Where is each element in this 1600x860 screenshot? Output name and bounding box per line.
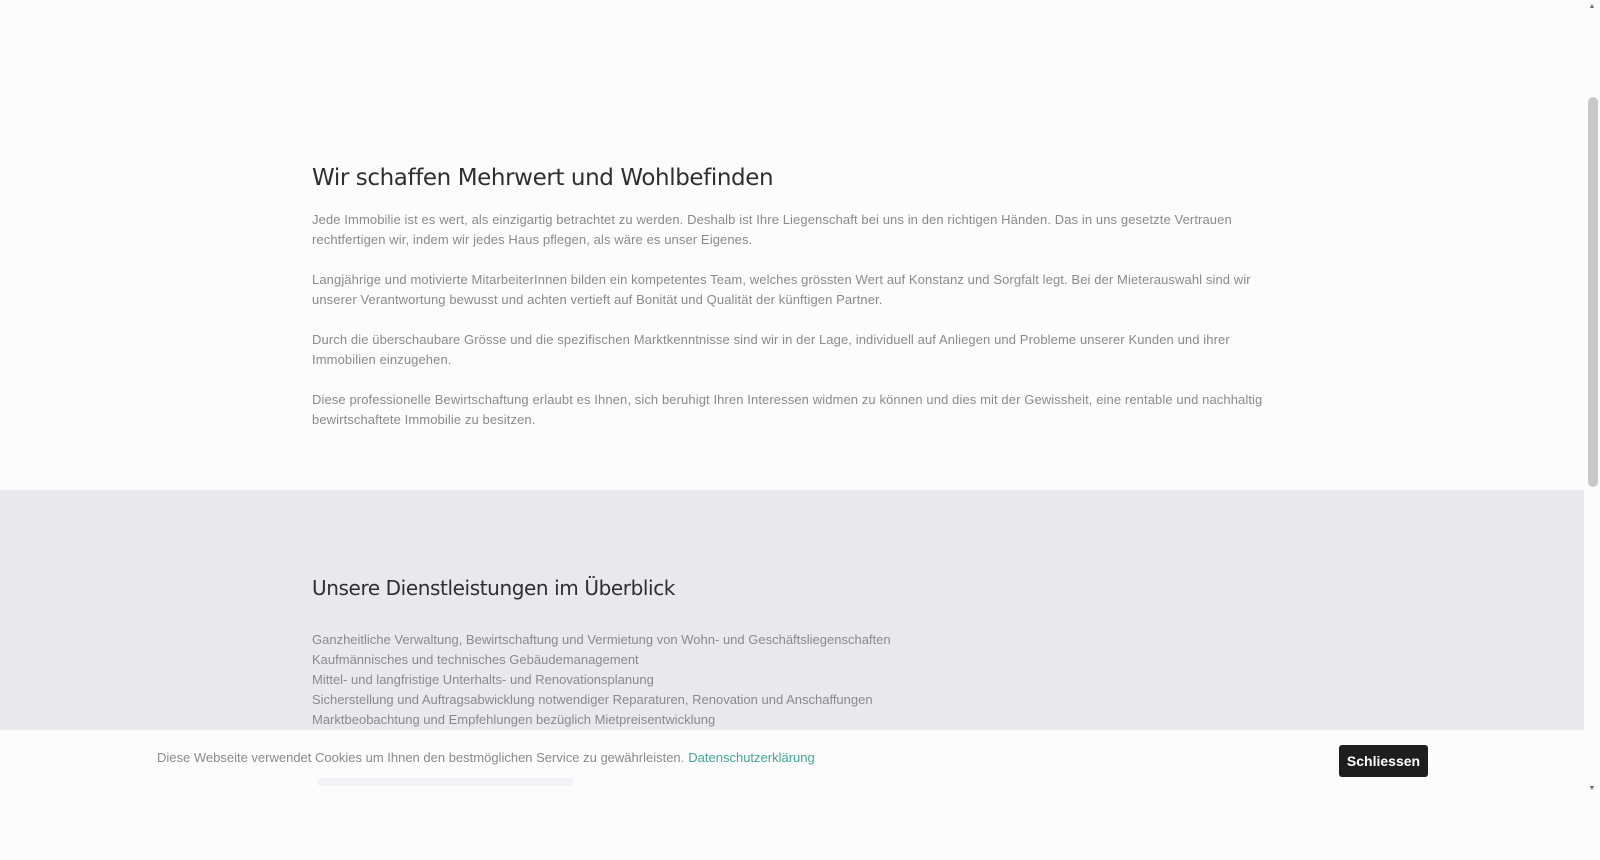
service-item: Ganzheitliche Verwaltung, Bewirtschaftung und Vermietung von Wohn- und Geschäftsliegenschaften	[312, 632, 891, 647]
intro-paragraph: Jede Immobilie ist es wert, als einzigartig betrachtet zu werden. Deshalb ist Ihre Liegenschaft bei uns in den richtigen Händen. Das in uns gesetzte Vertrauen rechtfertigen wir, indem wir jedes Haus pflegen, als wäre es unser Eigenes.	[312, 212, 1232, 247]
services-list	[312, 630, 1272, 730]
service-item: Kaufmännisches und technisches Gebäudemanagement	[312, 652, 639, 667]
scrollbar-thumb[interactable]	[1588, 97, 1598, 487]
cookie-message: Diese Webseite verwendet Cookies um Ihnen den bestmöglichen Service zu gewährleisten.	[157, 750, 685, 765]
vertical-scrollbar[interactable]	[1584, 0, 1600, 860]
intro-paragraph: Langjährige und motivierte MitarbeiterInnen bilden ein kompetentes Team, welches grössten Wert auf Konstanz und Sorgfalt legt. Bei der Mieterauswahl sind wir unserer Verantwortung bewusst und achten vertieft auf Bonität und Qualität der künftigen Partner.	[312, 272, 1251, 307]
intro-paragraphs	[312, 210, 1272, 430]
scroll-down-icon[interactable]: ▼	[1588, 785, 1596, 792]
scroll-up-icon[interactable]: ▲	[1588, 3, 1596, 10]
intro-title: Wir schaffen Mehrwert und Wohlbefinden	[312, 165, 774, 191]
faded-text-placeholder	[318, 778, 573, 786]
cookie-text-line	[157, 748, 815, 768]
service-item: Marktbeobachtung und Empfehlungen bezüglich Mietpreisentwicklung	[312, 712, 716, 727]
privacy-policy-link[interactable]: Datenschutzerklärung	[688, 750, 815, 765]
service-item: Sicherstellung und Auftragsabwicklung notwendiger Reparaturen, Renovation und Anschaffungen	[312, 692, 873, 707]
intro-paragraph: Durch die überschaubare Grösse und die spezifischen Marktkenntnisse sind wir in der Lage, individuell auf Anliegen und Probleme unserer Kunden und ihrer Immobilien einzugehen.	[312, 332, 1230, 367]
cookie-banner	[0, 733, 1584, 795]
service-item: Mittel- und langfristige Unterhalts- und Renovationsplanung	[312, 672, 654, 687]
intro-paragraph: Diese professionelle Bewirtschaftung erlaubt es Ihnen, sich beruhigt Ihren Interessen widmen zu können und dies mit der Gewissheit, eine rentable und nachhaltig bewirtschaftete Immobilie zu besitzen.	[312, 392, 1263, 427]
cookie-close-button[interactable]: Schliessen	[1339, 745, 1428, 777]
services-title: Unsere Dienstleistungen im Überblick	[312, 576, 675, 600]
